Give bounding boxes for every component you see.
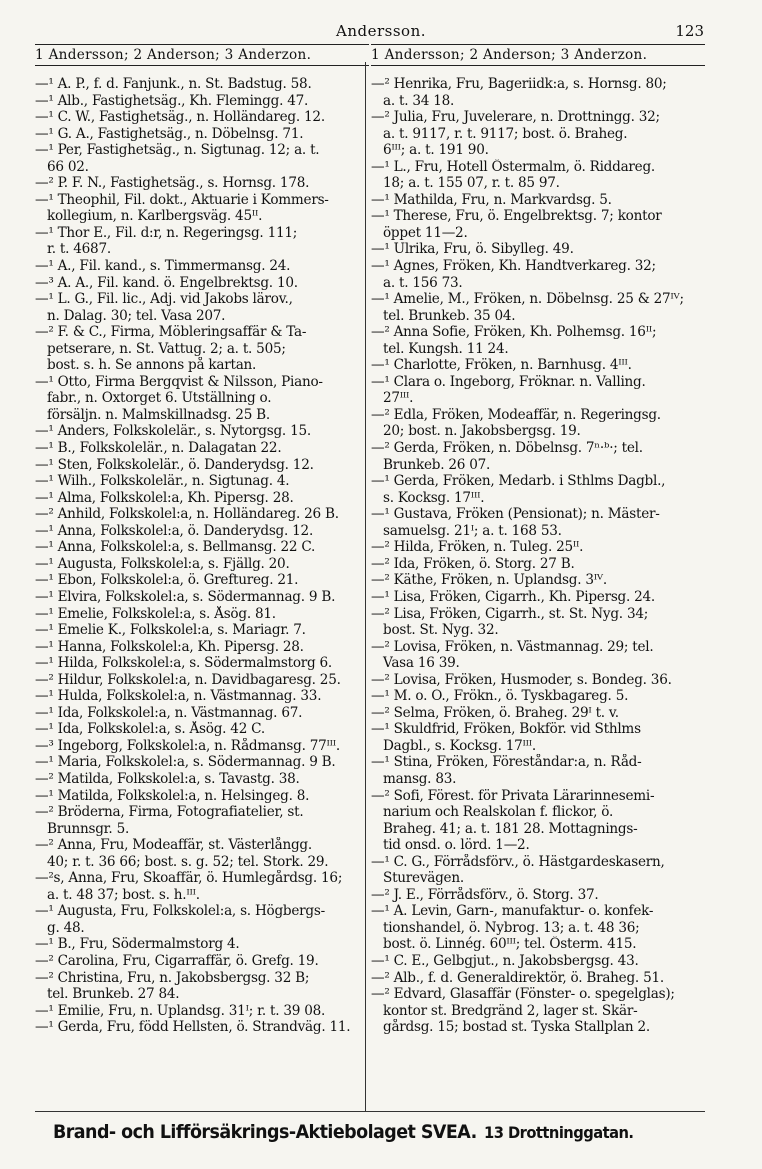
directory-entry-line: —² Edvard, Glasaffär (Fönster- o. spegelglas);	[371, 986, 675, 1003]
left-column-entries	[35, 76, 369, 1036]
directory-entry-line: —¹ Alma, Folkskolel:a, Kh. Pipersg. 28.	[35, 489, 294, 506]
directory-entry-line: —² Lisa, Fröken, Cigarrh., st. St. Nyg. 34;	[371, 605, 649, 622]
directory-entry-line: kollegium, n. Karlbergsväg. 45ᴵᴵ.	[47, 208, 263, 225]
right-column	[371, 44, 705, 1036]
directory-entry-line: —¹ Therese, Fru, ö. Engelbrektsg. 7; kontor	[371, 208, 662, 225]
directory-entry-line: tel. Kungsh. 11 24.	[383, 340, 509, 357]
left-column-heading: 1 Andersson; 2 Anderson; 3 Anderzon.	[35, 44, 369, 66]
directory-entry-line: Braheg. 41; a. t. 181 28. Mottagnings-	[383, 820, 638, 837]
directory-entry-line: —¹ Hilda, Folkskolel:a, s. Södermalmstorg 6.	[35, 655, 332, 672]
directory-entry-line: —¹ Thor E., Fil. d:r, n. Regeringsg. 111;	[35, 224, 298, 241]
directory-entry-line: samuelsg. 21ᴵ; a. t. 168 53.	[383, 522, 562, 539]
directory-entry-line: —¹ Gustava, Fröken (Pensionat); n. Mäster-	[371, 506, 660, 523]
directory-entry-line: —¹ Otto, Firma Bergqvist & Nilsson, Piano-	[35, 373, 323, 390]
directory-entry-line: —¹ Hulda, Folkskolel:a, n. Västmannag. 33.	[35, 688, 322, 705]
directory-entry-line: a. t. 156 73.	[383, 274, 463, 291]
directory-entry-line: —¹ Emilie, Fru, n. Uplandsg. 31ᴵ; r. t. 39 08.	[35, 1002, 326, 1019]
directory-entry-line: —² Selma, Fröken, ö. Braheg. 29ᴵ t. v.	[371, 704, 619, 721]
directory-entry-line: —¹ Matilda, Folkskolel:a, n. Helsingeg. 8.	[35, 787, 310, 804]
directory-entry-line: a. t. 9117, r. t. 9117; bost. ö. Braheg.	[383, 125, 628, 142]
directory-entry-line: bost. s. h. Se annons på kartan.	[47, 357, 257, 374]
directory-entry-line: —¹ Emelie, Folkskolel:a, s. Åsög. 81.	[35, 605, 276, 622]
directory-entry-line: —¹ A. P., f. d. Fanjunk., n. St. Badstug. 58.	[35, 76, 312, 92]
directory-entry-line: —² Bröderna, Firma, Fotografiatelier, st.	[35, 804, 304, 821]
directory-entry-line: —² Käthe, Fröken, n. Uplandsg. 3ᴵⱽ.	[371, 572, 607, 589]
directory-entry-line: —² Carolina, Fru, Cigarraffär, ö. Grefg. 19.	[35, 952, 319, 969]
directory-entry-line: —² J. E., Förrådsförv., ö. Storg. 37.	[371, 886, 599, 903]
directory-entry-line: försäljn. n. Malmskillnadsg. 25 B.	[47, 406, 270, 423]
directory-entry-line: —²s, Anna, Fru, Skoaffär, ö. Humlegårdsg. 16;	[35, 870, 343, 887]
directory-entry-line: —¹ Gerda, Fru, född Hellsten, ö. Strandväg. 11.	[35, 1019, 351, 1036]
directory-entry-line: r. t. 4687.	[47, 241, 111, 258]
directory-entry-line: n. Dalag. 30; tel. Vasa 207.	[47, 307, 226, 324]
directory-entry-line: —¹ A., Fil. kand., s. Timmermansg. 24.	[35, 258, 291, 275]
directory-entry-line: —¹ Ebon, Folkskolel:a, ö. Greftureg. 21.	[35, 572, 299, 589]
page-number: 123	[675, 22, 704, 40]
directory-entry-line: —² Ida, Fröken, ö. Storg. 27 B.	[371, 555, 575, 572]
directory-entry-line: tionshandel, ö. Nybrog. 13; a. t. 48 36;	[383, 919, 640, 936]
directory-entry-line: Vasa 16 39.	[383, 655, 460, 672]
directory-entry-line: —¹ M. o. O., Frökn., ö. Tyskbagareg. 5.	[371, 688, 629, 705]
directory-entry-line: —¹ Ulrika, Fru, ö. Sibylleg. 49.	[371, 241, 574, 258]
directory-entry-line: —¹ Augusta, Fru, Folkskolel:a, s. Högbergs-	[35, 903, 325, 920]
directory-entry-line: —¹ Hanna, Folkskolel:a, Kh. Pipersg. 28.	[35, 638, 304, 655]
directory-entry-line: —¹ Elvira, Folkskolel:a, s. Södermannag. 9 B.	[35, 588, 336, 605]
directory-entry-line: —¹ B., Fru, Södermalmstorg 4.	[35, 936, 240, 953]
directory-entry-line: —² Hilda, Fröken, n. Tuleg. 25ᴵᴵ.	[371, 539, 584, 556]
right-column-entries	[371, 76, 705, 1036]
directory-entry-line: Sturevägen.	[383, 870, 464, 887]
directory-entry-line: 20; bost. n. Jakobsbergsg. 19.	[383, 423, 581, 440]
directory-entry-line: —² F. & C., Firma, Möbleringsaffär & Ta-	[35, 324, 307, 341]
directory-entry-line: —² Edla, Fröken, Modeaffär, n. Regeringsg.	[371, 406, 661, 423]
directory-entry-line: petserare, n. St. Vattug. 2; a. t. 505;	[47, 340, 286, 357]
directory-entry-line: s. Kocksg. 17ᴵᴵᴵ.	[383, 489, 485, 506]
directory-entry-line: —¹ Amelie, M., Fröken, n. Döbelnsg. 25 & 27ᴵⱽ;	[371, 291, 684, 308]
directory-entry-line: —³ Ingeborg, Folkskolel:a, n. Rådmansg. 77ᴵᴵᴵ.	[35, 737, 340, 754]
directory-entry-line: 27ᴵᴵᴵ.	[383, 390, 414, 407]
directory-entry-line: —¹ Gerda, Fröken, Medarb. i Sthlms Dagbl.,	[371, 473, 666, 490]
directory-entry-line: gårdsg. 15; bostad st. Tyska Stallplan 2.	[383, 1019, 650, 1036]
directory-entry-line: —¹ G. A., Fastighetsäg., n. Döbelnsg. 71.	[35, 125, 304, 142]
directory-entry-line: —¹ Maria, Folkskolel:a, s. Södermannag. 9 B.	[35, 754, 336, 771]
directory-entry-line: —¹ Per, Fastighetsäg., n. Sigtunag. 12; a. t.	[35, 142, 320, 159]
directory-entry-line: 40; r. t. 36 66; bost. s. g. 52; tel. Stork. 29.	[47, 853, 329, 870]
directory-entry-line: —² Lovisa, Fröken, Husmoder, s. Bondeg. 36.	[371, 671, 672, 688]
directory-entry-line: —² Anna Sofie, Fröken, Kh. Polhemsg. 16ᴵᴵ;	[371, 324, 657, 341]
directory-entry-line: narium och Realskolan f. flickor, ö.	[383, 804, 614, 821]
directory-entry-line: Brunnsgr. 5.	[47, 820, 130, 837]
directory-entry-line: —¹ Clara o. Ingeborg, Fröknar. n. Valling.	[371, 373, 646, 390]
running-header	[0, 18, 762, 42]
directory-entry-line: a. t. 48 37; bost. s. h.ᴵᴵᴵ.	[47, 886, 200, 903]
directory-entry-line: tel. Brunkeb. 35 04.	[383, 307, 516, 324]
directory-entry-line: —¹ Emelie K., Folkskolel:a, s. Mariagr. 7.	[35, 622, 306, 639]
directory-entry-line: g. 48.	[47, 919, 85, 936]
page-title: Andersson.	[336, 22, 426, 40]
column-divider	[365, 62, 366, 1111]
directory-entry-line: bost. ö. Linnég. 60ᴵᴵᴵ; tel. Österm. 415.	[383, 936, 637, 953]
directory-entry-line: —² Gerda, Fröken, n. Döbelnsg. 7ⁿ·ᵇ·; tel.	[371, 440, 643, 457]
directory-entry-line: —¹ Ida, Folkskolel:a, n. Västmannag. 67.	[35, 704, 303, 721]
directory-entry-line: —¹ Anders, Folkskolelär., s. Nytorgsg. 15.	[35, 423, 311, 440]
directory-entry-line: fabr., n. Oxtorget 6. Utställning o.	[47, 390, 272, 407]
directory-entry-line: —¹ C. G., Förrådsförv., ö. Hästgardeskasern,	[371, 853, 665, 870]
directory-entry-line: —¹ Lisa, Fröken, Cigarrh., Kh. Pipersg. 24.	[371, 588, 656, 605]
directory-entry-line: —² Anna, Fru, Modeaffär, st. Västerlångg.	[35, 837, 312, 854]
left-column	[35, 44, 369, 1036]
directory-entry-line: —² Julia, Fru, Juvelerare, n. Drottningg. 32;	[371, 109, 660, 126]
directory-entry-line: —¹ A. Levin, Garn-, manufaktur- o. konfek-	[371, 903, 654, 920]
directory-entry-line: tid onsd. o. lörd. 1—2.	[383, 837, 530, 854]
directory-entry-line: —¹ Theophil, Fil. dokt., Aktuarie i Kommers-	[35, 191, 329, 208]
directory-entry-line: —¹ Sten, Folkskolelär., ö. Danderydsg. 12.	[35, 456, 314, 473]
footer-rule	[35, 1111, 705, 1112]
directory-entry-line: —¹ C. E., Gelbgjut., n. Jakobsbergsg. 43.	[371, 952, 639, 969]
directory-entry-line: mansg. 83.	[383, 770, 457, 787]
directory-entry-line: tel. Brunkeb. 27 84.	[47, 986, 180, 1003]
directory-entry-line: 66 02.	[47, 158, 89, 175]
directory-entry-line: —² Matilda, Folkskolel:a, s. Tavastg. 38.	[35, 770, 300, 787]
directory-entry-line: —¹ Charlotte, Fröken, n. Barnhusg. 4ᴵᴵᴵ.	[371, 357, 632, 374]
directory-entry-line: —¹ Wilh., Folkskolelär., n. Sigtunag. 4.	[35, 473, 290, 490]
directory-entry-line: —² Henrika, Fru, Bageriidk:a, s. Hornsg. 80;	[371, 76, 667, 92]
directory-entry-line: —¹ B., Folkskolelär., n. Dalagatan 22.	[35, 440, 282, 457]
directory-entry-line: —¹ Augusta, Folkskolel:a, s. Fjällg. 20.	[35, 555, 290, 572]
directory-entry-line: —¹ Anna, Folkskolel:a, s. Bellmansg. 22 C.	[35, 539, 316, 556]
directory-entry-line: —¹ Skuldfrid, Fröken, Bokför. vid Sthlms	[371, 721, 641, 738]
directory-entry-line: —¹ C. W., Fastighetsäg., n. Holländareg. 12.	[35, 109, 325, 126]
directory-entry-line: bost. St. Nyg. 32.	[383, 622, 499, 639]
directory-entry-line: 18; a. t. 155 07, r. t. 85 97.	[383, 175, 560, 192]
footer-advert	[35, 1121, 651, 1143]
directory-entry-line: Dagbl., s. Kocksg. 17ᴵᴵᴵ.	[383, 737, 536, 754]
directory-entry-line: —² Anhild, Folkskolel:a, n. Holländareg. 26 B.	[35, 506, 339, 523]
directory-entry-line: —¹ Anna, Folkskolel:a, ö. Danderydsg. 12.	[35, 522, 314, 539]
directory-entry-line: —¹ Mathilda, Fru, n. Markvardsg. 5.	[371, 191, 612, 208]
directory-entry-line: öppet 11—2.	[383, 224, 468, 241]
directory-entry-line: —¹ L., Fru, Hotell Östermalm, ö. Riddareg.	[371, 158, 655, 175]
directory-entry-line: —² Sofi, Förest. för Privata Lärarinnesemi-	[371, 787, 655, 804]
directory-entry-line: —² Alb., f. d. Generaldirektör, ö. Braheg. 51.	[371, 969, 664, 986]
directory-entry-line: —² Hildur, Folkskolel:a, n. Davidbagaresg. 25.	[35, 671, 341, 688]
directory-entry-line: —¹ Alb., Fastighetsäg., Kh. Flemingg. 47.	[35, 92, 309, 109]
directory-entry-line: a. t. 34 18.	[383, 92, 455, 109]
directory-entry-line: —¹ Ida, Folkskolel:a, s. Åsög. 42 C.	[35, 721, 265, 738]
directory-entry-line: —¹ Agnes, Fröken, Kh. Handtverkareg. 32;	[371, 258, 656, 275]
advert-address: 13 Drottninggatan.	[484, 1123, 634, 1142]
right-column-heading: 1 Andersson; 2 Anderson; 3 Anderzon.	[371, 44, 705, 66]
directory-entry-line: kontor st. Bredgränd 2, lager st. Skär-	[383, 1002, 638, 1019]
directory-entry-line: —² Lovisa, Fröken, n. Västmannag. 29; tel.	[371, 638, 654, 655]
directory-entry-line: —² P. F. N., Fastighetsäg., s. Hornsg. 178.	[35, 175, 310, 192]
directory-entry-line: Brunkeb. 26 07.	[383, 456, 491, 473]
directory-entry-line: 6ᴵᴵᴵ; a. t. 191 90.	[383, 142, 489, 159]
directory-entry-line: —¹ L. G., Fil. lic., Adj. vid Jakobs lärov.,	[35, 291, 293, 308]
directory-entry-line: —¹ Stina, Fröken, Föreståndar:a, n. Råd-	[371, 754, 642, 771]
advert-text: Brand- och Lifförsäkrings-Aktiebolaget SVEA.	[52, 1121, 477, 1143]
directory-entry-line: —³ A. A., Fil. kand. ö. Engelbrektsg. 10.	[35, 274, 298, 291]
directory-entry-line: —² Christina, Fru, n. Jakobsbergsg. 32 B;	[35, 969, 310, 986]
